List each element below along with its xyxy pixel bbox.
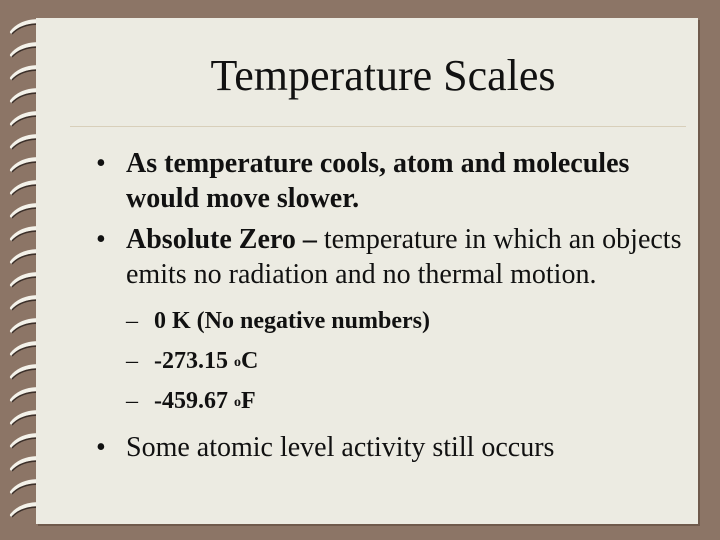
bullet-text: temperature in which an objects emits no radiation and no thermal motion. [126, 224, 682, 290]
sub-bullet-item [96, 346, 686, 376]
sub-bullet-text: 0 K (No negative numbers) [154, 308, 430, 334]
sub-bullet-item [96, 306, 686, 336]
bullet-text: As temperature cools, atom and molecules would move slower. [126, 148, 630, 214]
degree-mark: o [234, 355, 241, 370]
sub-bullet-marker: – [126, 348, 138, 374]
bullet-marker: • [96, 432, 106, 463]
sub-bullet-item [96, 386, 686, 416]
bullet-text: Some atomic level activity still occurs [126, 432, 555, 463]
bullet-term: Absolute Zero – [126, 224, 317, 255]
sub-bullet-list [96, 306, 686, 416]
sub-bullet-marker: – [126, 388, 138, 414]
temperature-unit: C [241, 348, 259, 374]
temperature-value: -273.15 [154, 348, 234, 374]
title-divider [70, 126, 686, 127]
temperature-value: -459.67 [154, 388, 234, 414]
bullet-item [96, 146, 686, 216]
bullet-item [96, 430, 686, 465]
slide-content [96, 146, 686, 471]
degree-mark: o [234, 395, 241, 410]
bullet-item [96, 222, 686, 292]
bullet-marker: • [96, 224, 106, 255]
bullet-marker: • [96, 148, 106, 179]
slide-title: Temperature Scales [210, 51, 556, 100]
sub-bullet-marker: – [126, 308, 138, 334]
temperature-unit: F [241, 388, 256, 414]
